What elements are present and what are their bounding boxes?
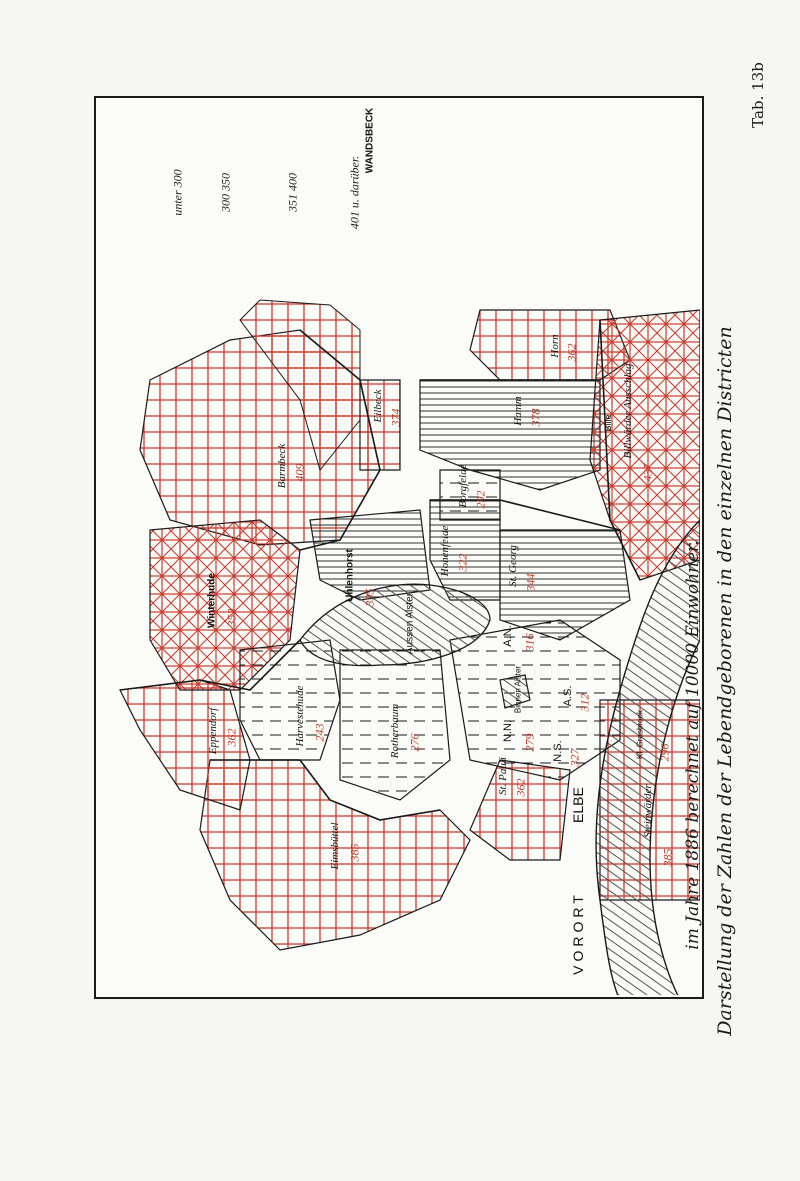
district-name-harvestehude: Harvestehude bbox=[294, 685, 306, 747]
district-name-eilbeck: Eilbeck bbox=[372, 389, 384, 423]
plate-title: Darstellung der Zahlen der Lebendgeborenen in den einzelnen Districten bbox=[714, 326, 736, 1036]
district-value-stgeorg: 344 bbox=[523, 573, 538, 592]
district-name-hamm: Hamm bbox=[512, 396, 524, 426]
plate-subtitle: im Jahre 1886 berechnet auf 10000 Einwohner. bbox=[683, 540, 703, 950]
value-kl-grasbrook: 296 bbox=[657, 743, 672, 762]
legend-label-300-350: 300 350 bbox=[218, 173, 233, 212]
district-value-stpauli: 362 bbox=[513, 778, 528, 797]
district-value-winterhude: 353 bbox=[224, 608, 239, 627]
district-value-borgfelde: 292 bbox=[473, 490, 488, 509]
district-name-hohenfelde: Hohenfelde bbox=[439, 525, 451, 577]
label-kl-grasbrook: Kl. Grasbrook bbox=[635, 710, 645, 759]
district-value-billwaerder: 437 bbox=[640, 463, 655, 482]
district-name-rotherbaum: Rotherbaum bbox=[389, 703, 401, 759]
district-value-eilbeck: 374 bbox=[388, 408, 403, 427]
district-value-eimsbuettel: 385 bbox=[347, 843, 362, 862]
label-bille: Bille bbox=[603, 414, 613, 432]
tab-label: Tab. 13b bbox=[749, 62, 767, 128]
legend-label-351-400: 351 400 bbox=[285, 173, 300, 212]
value-an: 316 bbox=[522, 633, 537, 652]
district-name-uhlenhorst: Uhlenhorst bbox=[344, 549, 356, 602]
legend-label-401-plus: 401 u. darüber. bbox=[347, 155, 362, 230]
district-value-eppendorf: 362 bbox=[224, 728, 239, 747]
district-name-winterhude: Winterhude bbox=[206, 573, 218, 628]
district-value-harvestehude: 243 bbox=[312, 723, 327, 742]
district-value-steinwaerder: 385 bbox=[660, 848, 675, 867]
label-elbe: ELBE bbox=[570, 787, 586, 823]
value-ns: 327 bbox=[567, 748, 582, 767]
district-value-hohenfelde: 322 bbox=[455, 553, 470, 572]
label-aussen-alster: Aussen Alster bbox=[404, 592, 416, 655]
value-nn: 279 bbox=[522, 733, 537, 752]
label-vorort: VORORT bbox=[570, 891, 586, 975]
district-value-rotherbaum: 276 bbox=[407, 733, 422, 752]
district-name-eppendorf: Eppendorf bbox=[207, 707, 219, 755]
district-name-steinwaerder: Steinwärder bbox=[642, 784, 654, 838]
label-as: A.S. bbox=[562, 685, 574, 707]
value-as: 312 bbox=[577, 693, 592, 712]
district-value-barmbeck: 409 bbox=[292, 463, 307, 482]
district-name-borgfelde: Borgfelde bbox=[457, 464, 469, 508]
district-value-hamm: 378 bbox=[528, 408, 543, 427]
district-name-billwaerder: Billwärder Ausschlag bbox=[622, 363, 634, 459]
district-name-horn: Horn bbox=[549, 334, 561, 358]
district-name-wandsbeck: WANDSBECK bbox=[364, 107, 376, 174]
district-name-barmbeck: Barmbeck bbox=[276, 443, 288, 489]
district-name-stpauli: St. Pauli bbox=[497, 757, 509, 795]
label-an: A.N. bbox=[502, 625, 514, 647]
label-nn: N.N. bbox=[502, 720, 514, 742]
district-name-eimsbuettel: Eimsbüttel bbox=[329, 822, 341, 870]
district-value-uhlenhorst: 335 bbox=[362, 588, 377, 607]
label-binnen-alster: Binnen Alster bbox=[513, 665, 523, 714]
legend-label-under-300: unter 300 bbox=[170, 169, 185, 216]
label-ns: N.S. bbox=[552, 740, 564, 762]
district-value-horn: 362 bbox=[564, 343, 579, 362]
district-name-stgeorg: St. Georg bbox=[507, 545, 519, 587]
